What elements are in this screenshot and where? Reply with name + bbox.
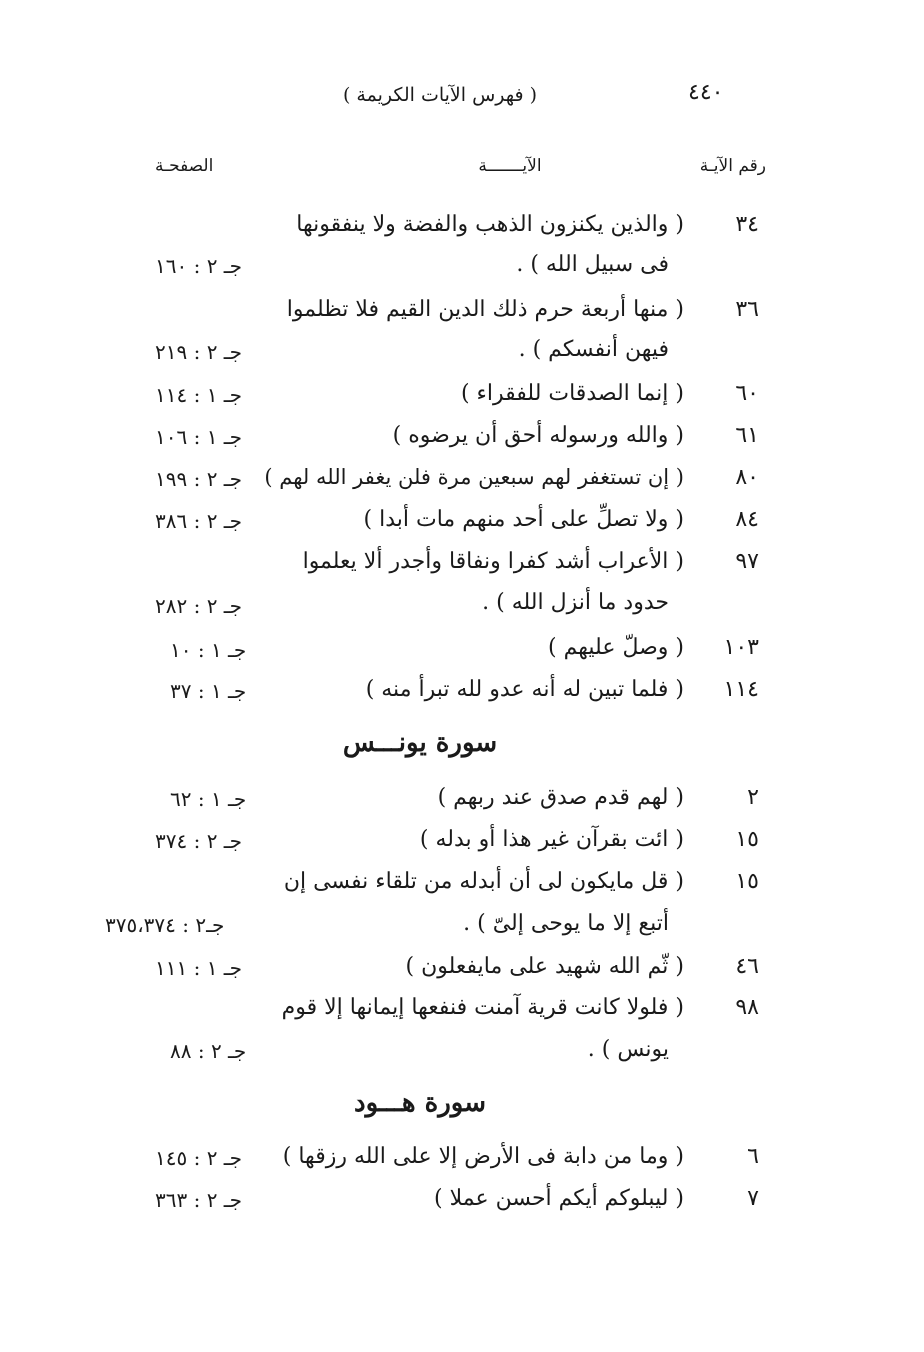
- verse-text: ( الأعراب أشد كفرا ونفاقا وأجدر ألا يعلموا: [302, 549, 684, 574]
- verse-text: ( ولا تصلِّ على أحد منهم مات أبدا ): [363, 507, 684, 532]
- column-header-page: الصفحـة: [155, 156, 214, 176]
- page-number: ٤٤٠: [688, 80, 724, 105]
- verse-number: ١٥: [735, 869, 759, 894]
- verse-text: ( وما من دابة فى الأرض إلا على الله رزقها ): [282, 1144, 684, 1169]
- verse-text: ( وصلّ عليهم ): [548, 635, 684, 660]
- verse-number: ١١٤: [723, 677, 759, 702]
- verse-number: ٧: [747, 1186, 759, 1211]
- verse-text: ( ليبلوكم أيكم أحسن عملا ): [434, 1186, 684, 1211]
- verse-text: ( إن تستغفر لهم سبعين مرة فلن يغفر الله لهم ): [264, 465, 684, 489]
- page-reference: جـ ١ : ١٠٦: [155, 425, 243, 449]
- verse-text: ( قل مايكون لى أن أبدله من تلقاء نفسى إن: [283, 869, 684, 894]
- page-reference: جـ ٢ : ١٦٠: [155, 254, 243, 278]
- verse-text: ( فلما تبين له أنه عدو لله تبرأ منه ): [365, 677, 684, 702]
- verse-number: ٦٠: [735, 381, 759, 406]
- verse-text-continuation: فيهن أنفسكم ) .: [518, 337, 669, 362]
- page-reference: جـ ٢ : ٣٦٣: [155, 1188, 243, 1212]
- verse-text: ( إنما الصدقات للفقراء ): [460, 381, 684, 406]
- verse-number: ٦: [747, 1144, 759, 1169]
- page-reference: جـ ٢ : ٣٨٦: [155, 509, 243, 533]
- verse-text-continuation: فى سبيل الله ) .: [516, 252, 669, 277]
- page-reference: جـ ١ : ٣٧: [170, 679, 247, 703]
- page-reference: جـ ٢ : ١٤٥: [155, 1146, 243, 1170]
- page-reference: جـ ٢ : ٨٨: [170, 1039, 247, 1063]
- surah-heading: سورة يونـــس: [342, 728, 498, 758]
- verse-number: ٣٤: [735, 212, 759, 237]
- verse-number: ٨٠: [735, 465, 759, 490]
- verse-text: ( ائت بقرآن غير هذا أو بدله ): [419, 827, 684, 852]
- verse-text: ( والذين يكنزون الذهب والفضة ولا ينفقونها: [296, 212, 684, 237]
- verse-text-continuation: أتبع إلا ما يوحى إلىّ ) .: [463, 911, 669, 936]
- page-reference: جـ ٢ : ٣٧٤: [155, 829, 243, 853]
- running-title: ( فهرس الآيات الكريمة ): [342, 84, 538, 106]
- surah-heading: سورة هـــود: [353, 1088, 487, 1118]
- page-reference: جـ ١ : ١١١: [155, 956, 243, 980]
- verse-text: ( والله ورسوله أحق أن يرضوه ): [392, 423, 684, 448]
- verse-number: ٢: [747, 785, 759, 810]
- verse-number: ٩٧: [735, 549, 759, 574]
- page-reference: جـ ٢ : ١٩٩: [155, 467, 243, 491]
- verse-text: ( لهم قدم صدق عند ربهم ): [437, 785, 684, 810]
- verse-number: ١٠٣: [723, 635, 759, 660]
- verse-number: ١٥: [735, 827, 759, 852]
- page-reference: جـ ١ : ٦٢: [170, 787, 247, 811]
- verse-number: ٤٦: [735, 954, 759, 979]
- page-reference: جـ ٢ : ٢١٩: [155, 340, 243, 364]
- page-reference: جـ ١ : ١٠: [170, 638, 247, 662]
- verse-number: ٦١: [735, 423, 759, 448]
- verse-number: ٩٨: [735, 995, 759, 1020]
- verse-text: ( منها أربعة حرم ذلك الدين القيم فلا تظلموا: [286, 297, 684, 322]
- verse-text: ( فلولا كانت قرية آمنت فنفعها إيمانها إلا قوم: [281, 995, 684, 1020]
- verse-text-continuation: يونس ) .: [587, 1037, 669, 1062]
- page-reference: جـ٢ : ٣٧٥،٣٧٤: [105, 913, 225, 937]
- verse-number: ٨٤: [735, 507, 759, 532]
- verse-text-continuation: حدود ما أنزل الله ) .: [482, 590, 669, 615]
- verse-number: ٣٦: [735, 297, 759, 322]
- page-reference: جـ ٢ : ٢٨٢: [155, 594, 243, 618]
- column-header-verse-no: رقم الآيـة: [699, 156, 766, 176]
- verse-text: ( ثّم الله شهيد على مايفعلون ): [405, 954, 684, 979]
- page-reference: جـ ١ : ١١٤: [155, 383, 243, 407]
- column-header-verse: الآيـــــــة: [478, 156, 542, 176]
